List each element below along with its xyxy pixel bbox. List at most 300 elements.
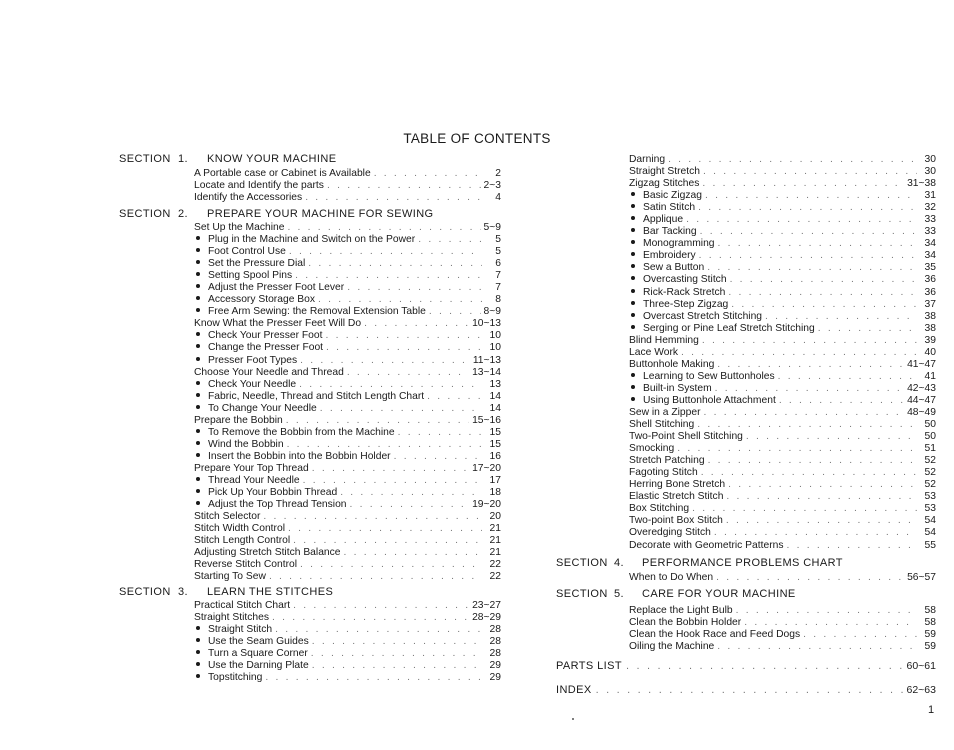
entry-title: Basic Zigzag: [643, 190, 702, 202]
entry-page: 50: [924, 431, 936, 443]
entry-title: Stitch Selector: [194, 511, 261, 523]
leader-dots: [300, 559, 482, 571]
leader-dots: [427, 391, 482, 403]
leader-dots: [736, 605, 917, 617]
section-5-heading-wrap: [556, 588, 936, 601]
leader-dots: [320, 403, 482, 415]
leader-dots: [293, 535, 482, 547]
toc-subentry: [629, 214, 936, 226]
entry-page: 10~13: [472, 318, 501, 330]
entry-title: Thread Your Needle: [208, 474, 300, 486]
toc-entry: [629, 455, 936, 467]
toc-entry: [629, 605, 936, 617]
leader-dots: [726, 515, 917, 527]
entry-page: 34: [924, 250, 936, 262]
entry-page: 35: [924, 262, 936, 274]
entry-title: Zigzag Stitches: [629, 178, 700, 190]
leader-dots: [418, 234, 482, 246]
section-1-heading: [119, 153, 501, 166]
entry-page: 13: [489, 378, 501, 390]
entry-title: Lace Work: [629, 346, 679, 358]
toc-entry: [629, 527, 936, 539]
entry-page: 39: [924, 334, 936, 346]
leader-dots: [287, 222, 480, 234]
entry-title: Prepare the Bobbin: [194, 414, 283, 426]
entry-title: Presser Foot Types: [208, 354, 298, 366]
entry-page: 44~47: [907, 394, 936, 406]
entry-page: 54: [924, 515, 936, 527]
entry-page: 4: [495, 192, 501, 204]
leader-dots: [744, 617, 917, 629]
entry-page: 2~3: [483, 180, 501, 192]
entry-page: 8: [495, 294, 501, 306]
leader-dots: [698, 202, 917, 214]
leader-dots: [344, 547, 482, 559]
leader-dots: [765, 311, 917, 323]
entry-title: Free Arm Sewing: the Removal Extension Table: [208, 306, 426, 318]
entry-page: 23~27: [472, 600, 501, 611]
parts-list-page: 60~61: [906, 660, 936, 672]
entry-title: Pick Up Your Bobbin Thread: [208, 487, 338, 499]
toc-subentry: [194, 672, 501, 684]
toc-subentry: [194, 391, 501, 403]
toc-entry: [194, 415, 501, 427]
section-title: CARE FOR YOUR MACHINE: [642, 588, 796, 600]
toc-entry: [629, 629, 936, 641]
leader-dots: [746, 431, 917, 443]
entry-title: Straight Stitch: [208, 624, 273, 636]
leader-dots: [728, 287, 917, 299]
leader-dots: [326, 342, 482, 354]
toc-subentry: [194, 451, 501, 463]
entry-title: Use the Darning Plate: [208, 660, 309, 672]
entry-title: Embroidery: [643, 250, 696, 262]
section-number: 5.: [614, 588, 624, 600]
entry-title: Overcasting Stitch: [643, 274, 727, 286]
leader-dots: [308, 258, 482, 270]
toc-subentry: [194, 379, 501, 391]
entry-page: 10: [489, 330, 501, 342]
leader-dots: [275, 624, 482, 636]
entry-page: 58: [924, 605, 936, 616]
leader-dots: [286, 415, 469, 427]
entry-page: 22: [489, 571, 501, 583]
toc-subentry: [629, 202, 936, 214]
entry-page: 19~20: [472, 499, 501, 511]
toc-entry: [629, 154, 936, 166]
entry-title: To Remove the Bobbin from the Machine: [208, 426, 395, 438]
leader-dots: [787, 540, 917, 552]
entry-title: Adjusting Stretch Stitch Balance: [194, 547, 341, 559]
toc-entry: [629, 617, 936, 629]
entry-page: 5: [495, 234, 501, 246]
leader-dots: [312, 463, 469, 475]
toc-subentry: [629, 395, 936, 407]
entry-page: 28: [489, 648, 501, 660]
leader-dots: [677, 443, 917, 455]
entry-title: Shell Stitching: [629, 419, 695, 431]
toc-subentry: [194, 330, 501, 342]
entry-page: 34: [924, 238, 936, 250]
leader-dots: [312, 636, 482, 648]
entry-page: 36: [924, 274, 936, 286]
entry-page: 15~16: [472, 414, 501, 426]
entry-title: Herring Bone Stretch: [629, 479, 726, 491]
toc-entry: [629, 572, 936, 584]
leader-dots: [692, 503, 917, 515]
leader-dots: [269, 571, 482, 583]
toc-subentry: [194, 636, 501, 648]
entry-title: Plug in the Machine and Switch on the Power: [208, 234, 416, 246]
leader-dots: [289, 246, 482, 258]
entry-page: 21: [489, 547, 501, 559]
leader-dots: [714, 527, 917, 539]
toc-entry: [194, 535, 501, 547]
entry-page: 8~9: [483, 306, 501, 318]
leader-dots: [293, 600, 469, 612]
entry-page: 2: [495, 168, 501, 179]
entry-title: Set the Pressure Dial: [208, 258, 306, 270]
entry-page: 55: [924, 539, 936, 551]
entry-title: Serging or Pine Leaf Stretch Stitching: [643, 322, 815, 334]
entry-title: Box Stitching: [629, 503, 690, 515]
toc-entry: [194, 180, 501, 192]
leader-dots: [726, 491, 917, 503]
entry-title: Replace the Light Bulb: [629, 605, 733, 616]
toc-subentry: [194, 648, 501, 660]
entry-page: 28~29: [472, 612, 501, 624]
entry-page: 14: [489, 390, 501, 402]
section-number: 1.: [178, 153, 188, 165]
toc-entry: [629, 407, 936, 419]
entry-page: 17: [489, 474, 501, 486]
print-speck: [572, 718, 574, 720]
leader-dots: [327, 180, 481, 192]
entry-page: 30: [924, 166, 936, 178]
entry-page: 21: [489, 523, 501, 535]
leader-dots: [778, 371, 917, 383]
toc-entry: [194, 367, 501, 379]
entry-title: Clean the Bobbin Holder: [629, 617, 742, 629]
entry-page: 33: [924, 214, 936, 226]
toc-subentry: [194, 270, 501, 282]
entry-page: 41: [924, 370, 936, 382]
entry-title: Straight Stitches: [194, 612, 269, 624]
entry-page: 33: [924, 226, 936, 238]
section-4-heading: [556, 557, 936, 570]
entry-title: Overcast Stretch Stitching: [643, 310, 763, 322]
section-3-heading: [119, 586, 501, 599]
entry-title: Using Buttonhole Attachment: [643, 394, 776, 406]
toc-entry: [194, 600, 501, 612]
leader-dots: [288, 523, 482, 535]
leader-dots: [303, 475, 482, 487]
leader-dots: [429, 306, 481, 318]
entry-page: 37: [924, 298, 936, 310]
entry-title: Starting To Sew: [194, 571, 266, 583]
entry-page: 59: [924, 641, 936, 653]
entry-page: 6: [495, 258, 501, 270]
entry-title: Locate and Identify the parts: [194, 180, 324, 192]
toc-entry: [629, 419, 936, 431]
entry-title: Applique: [643, 214, 684, 226]
entry-title: Prepare Your Top Thread: [194, 462, 309, 474]
entry-page: 52: [924, 467, 936, 479]
entry-title: When to Do When: [629, 572, 714, 583]
entry-page: 7: [495, 282, 501, 294]
toc-subentry: [194, 246, 501, 258]
entry-page: 18: [489, 487, 501, 499]
entry-title: Three-Step Zigzag: [643, 298, 729, 310]
entry-page: 50: [924, 419, 936, 431]
toc-subentry: [629, 383, 936, 395]
section-label: SECTION: [119, 208, 171, 220]
toc-entry: [629, 335, 936, 347]
entry-title: Sew a Button: [643, 262, 705, 274]
entry-title: Insert the Bobbin into the Bobbin Holder: [208, 450, 391, 462]
leader-dots: [730, 274, 917, 286]
toc-entry: [629, 491, 936, 503]
entry-title: Change the Presser Foot: [208, 342, 324, 354]
section-3-heading-wrap: [119, 586, 501, 599]
leader-dots: [699, 250, 917, 262]
leader-dots: [700, 226, 917, 238]
toc-entry: [629, 641, 936, 653]
section-5-entries: [629, 605, 936, 653]
section-label: SECTION: [556, 557, 608, 569]
section-title: PREPARE YOUR MACHINE FOR SEWING: [207, 208, 434, 220]
leader-dots: [715, 383, 904, 395]
entry-title: Darning: [629, 154, 666, 165]
entry-page: 16: [489, 450, 501, 462]
entry-title: Check Your Needle: [208, 378, 297, 390]
entry-page: 53: [924, 503, 936, 515]
toc-subentry: [629, 250, 936, 262]
entry-title: Stitch Length Control: [194, 535, 291, 547]
section-2-heading: [119, 208, 501, 221]
toc-entry: [194, 523, 501, 535]
entry-title: Bar Tacking: [643, 226, 697, 238]
entry-title: Wind the Bobbin: [208, 438, 284, 450]
entry-page: 30: [924, 154, 936, 165]
leader-dots: [295, 270, 482, 282]
leader-dots: [394, 451, 482, 463]
entry-page: 29: [489, 672, 501, 684]
entry-title: Overedging Stitch: [629, 527, 711, 539]
entry-title: Turn a Square Corner: [208, 648, 308, 660]
entry-title: Monogramming: [643, 238, 715, 250]
leader-dots: [779, 395, 904, 407]
leader-dots: [347, 282, 482, 294]
entry-page: 58: [924, 617, 936, 629]
toc-subentry: [629, 238, 936, 250]
leader-dots: [717, 641, 917, 653]
toc-subentry: [194, 294, 501, 306]
toc-subentry: [629, 226, 936, 238]
entry-title: Accessory Storage Box: [208, 294, 316, 306]
leader-dots: [716, 572, 904, 584]
section-number: 4.: [614, 557, 624, 569]
leader-dots: [347, 367, 469, 379]
toc-subentry: [194, 355, 501, 367]
entry-page: 21: [489, 535, 501, 547]
entry-title: Sew in a Zipper: [629, 406, 701, 418]
toc-entry: [629, 443, 936, 455]
toc-subentry: [194, 439, 501, 451]
entry-page: 15: [489, 426, 501, 438]
entry-page: 54: [924, 527, 936, 539]
entry-page: 14: [489, 402, 501, 414]
leader-dots: [681, 347, 917, 359]
toc-entry: [629, 347, 936, 359]
index-entry: [556, 684, 936, 697]
toc-subentry: [629, 311, 936, 323]
entry-title: Clean the Hook Race and Feed Dogs: [629, 629, 801, 641]
toc-subentry: [629, 299, 936, 311]
leader-dots: [318, 294, 482, 306]
entry-title: Two-point Box Stitch: [629, 515, 723, 527]
leader-dots: [701, 467, 917, 479]
page-title: TABLE OF CONTENTS: [403, 131, 551, 146]
entry-page: 20: [489, 511, 501, 523]
leader-dots: [325, 330, 482, 342]
toc-subentry: [194, 282, 501, 294]
page-number: 1: [928, 704, 935, 716]
leader-dots: [718, 238, 917, 250]
entry-title: Setting Spool Pins: [208, 270, 293, 282]
entry-page: 38: [924, 322, 936, 334]
toc-entry: [194, 318, 501, 330]
leader-dots: [263, 511, 482, 523]
entry-title: Choose Your Needle and Thread: [194, 366, 344, 378]
leader-dots: [265, 672, 482, 684]
entry-page: 53: [924, 491, 936, 503]
leader-dots: [728, 479, 917, 491]
leader-dots: [818, 323, 917, 335]
entry-title: Check Your Presser Foot: [208, 330, 323, 342]
leader-dots: [299, 379, 482, 391]
toc-subentry: [194, 660, 501, 672]
section-4-entries: [629, 572, 936, 584]
leader-dots: [398, 427, 482, 439]
toc-entry: [194, 222, 501, 234]
entry-page: 11~13: [472, 354, 501, 366]
toc-entry: [629, 540, 936, 552]
toc-subentry: [194, 342, 501, 354]
entry-title: Fagoting Stitch: [629, 467, 698, 479]
entry-page: 51: [924, 443, 936, 455]
toc-entry: [194, 559, 501, 571]
section-2-entries: [194, 222, 501, 583]
entry-page: 52: [924, 479, 936, 491]
toc-subentry: [194, 427, 501, 439]
entry-page: 28: [489, 636, 501, 648]
entry-title: A Portable case or Cabinet is Available: [194, 168, 371, 179]
entry-page: 48~49: [907, 406, 936, 418]
parts-list-entry: [556, 660, 936, 673]
entry-page: 52: [924, 455, 936, 467]
leader-dots: [708, 455, 917, 467]
entry-page: 29: [489, 660, 501, 672]
entry-page: 38: [924, 310, 936, 322]
toc-subentry: [194, 234, 501, 246]
toc-entry: [629, 467, 936, 479]
parts-list-label: PARTS LIST: [556, 660, 622, 672]
leader-dots: [717, 359, 904, 371]
toc-entry: [629, 359, 936, 371]
leader-dots: [374, 168, 482, 180]
toc-subentry: [194, 499, 501, 511]
leader-dots: [626, 660, 903, 672]
toc-subentry: [194, 487, 501, 499]
leader-dots: [704, 407, 905, 419]
entry-title: To Change Your Needle: [208, 402, 317, 414]
index-label: INDEX: [556, 684, 592, 696]
leader-dots: [364, 318, 469, 330]
toc-entry: [194, 463, 501, 475]
entry-title: Elastic Stretch Stitch: [629, 491, 724, 503]
toc-entry: [194, 511, 501, 523]
entry-title: Topstitching: [208, 672, 263, 684]
entry-page: 59: [924, 629, 936, 641]
toc-entry: [194, 547, 501, 559]
index-page: 62~63: [906, 684, 936, 696]
leader-dots: [287, 439, 482, 451]
entry-page: 42~43: [907, 382, 936, 394]
leader-dots: [350, 499, 470, 511]
leader-dots: [596, 684, 903, 696]
toc-subentry: [629, 371, 936, 383]
toc-entry: [194, 168, 501, 180]
entry-title: Buttonhole Making: [629, 358, 715, 370]
toc-subentry: [194, 475, 501, 487]
leader-dots: [707, 262, 917, 274]
leader-dots: [702, 335, 917, 347]
entry-title: Know What the Presser Feet Will Do: [194, 318, 362, 330]
leader-dots: [803, 629, 917, 641]
toc-subentry: [194, 258, 501, 270]
entry-page: 28: [489, 624, 501, 636]
entry-title: Learning to Sew Buttonholes: [643, 370, 775, 382]
section-1-entries: [194, 168, 501, 204]
section-4-heading-wrap: [556, 557, 936, 570]
toc-entry: [629, 431, 936, 443]
toc-subentry: [194, 306, 501, 318]
section-label: SECTION: [119, 586, 171, 598]
entry-title: Two-Point Shell Stitching: [629, 431, 743, 443]
toc-entry: [629, 479, 936, 491]
entry-title: Practical Stitch Chart: [194, 600, 291, 611]
leader-dots: [703, 166, 917, 178]
entry-page: 31~38: [907, 178, 936, 190]
entry-page: 32: [924, 202, 936, 214]
leader-dots: [668, 154, 917, 166]
section-title: KNOW YOUR MACHINE: [207, 153, 337, 165]
entry-page: 17~20: [472, 462, 501, 474]
section-number: 3.: [178, 586, 188, 598]
leader-dots: [697, 419, 917, 431]
toc-subentry: [629, 262, 936, 274]
toc-entry: [194, 612, 501, 624]
entry-title: Adjust the Presser Foot Lever: [208, 282, 345, 294]
entry-page: 56~57: [907, 572, 936, 583]
entry-title: Oiling the Machine: [629, 641, 715, 653]
entry-title: Identify the Accessories: [194, 192, 303, 204]
toc-subentry: [194, 624, 501, 636]
leader-dots: [686, 214, 917, 226]
entry-title: Blind Hemming: [629, 334, 699, 346]
entry-page: 22: [489, 559, 501, 571]
